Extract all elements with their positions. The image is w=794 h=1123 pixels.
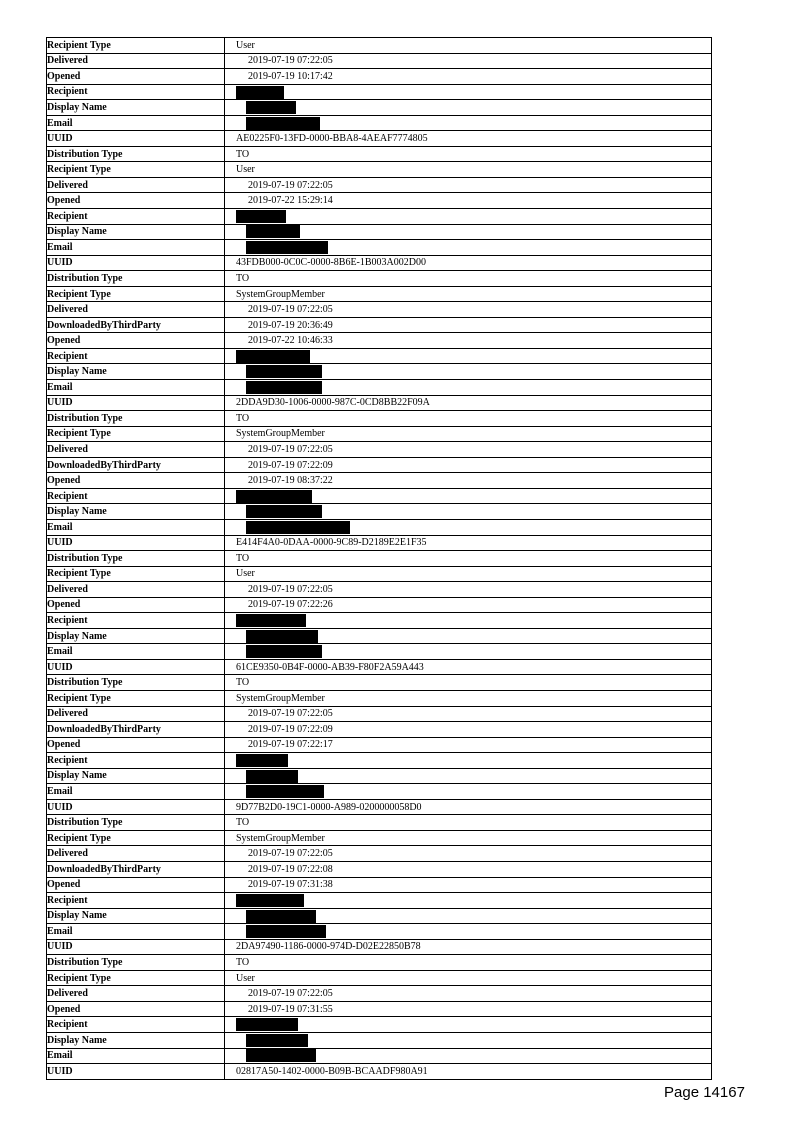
redaction-box <box>246 381 322 394</box>
field-label: Display Name <box>47 908 225 924</box>
field-label: Delivered <box>47 302 225 318</box>
field-value: 2019-07-19 07:22:05 <box>225 706 712 722</box>
redaction-box <box>246 225 300 238</box>
redaction-box <box>246 910 316 923</box>
redacted-value <box>225 628 712 644</box>
redacted-value <box>225 1033 712 1049</box>
table-row <box>47 737 712 753</box>
table-row <box>47 551 712 567</box>
table-row <box>47 193 712 209</box>
table-row <box>47 488 712 504</box>
table-row <box>47 597 712 613</box>
field-value: SystemGroupMember <box>225 690 712 706</box>
field-value: TO <box>225 271 712 287</box>
field-label: Distribution Type <box>47 411 225 427</box>
field-value: AE0225F0-13FD-0000-BBA8-4AEAF7774805 <box>225 131 712 147</box>
field-label: UUID <box>47 1064 225 1080</box>
field-label: Display Name <box>47 100 225 116</box>
field-label: Display Name <box>47 1033 225 1049</box>
table-row <box>47 986 712 1002</box>
field-label: Email <box>47 1048 225 1064</box>
field-label: Recipient <box>47 613 225 629</box>
field-value: User <box>225 38 712 54</box>
field-label: Recipient <box>47 84 225 100</box>
field-label: Opened <box>47 333 225 349</box>
table-row <box>47 644 712 660</box>
field-label: UUID <box>47 131 225 147</box>
field-value: 02817A50-1402-0000-B09B-BCAADF980A91 <box>225 1064 712 1080</box>
table-row <box>47 302 712 318</box>
table-row <box>47 457 712 473</box>
field-label: Display Name <box>47 768 225 784</box>
field-value: 2019-07-19 07:22:05 <box>225 302 712 318</box>
table-row <box>47 317 712 333</box>
redacted-value <box>225 753 712 769</box>
redacted-value <box>225 519 712 535</box>
field-label: Recipient <box>47 348 225 364</box>
redaction-box <box>236 894 304 907</box>
redaction-box <box>246 117 320 130</box>
table-row <box>47 830 712 846</box>
field-label: DownloadedByThirdParty <box>47 861 225 877</box>
table-row <box>47 753 712 769</box>
table-row <box>47 535 712 551</box>
redacted-value <box>225 613 712 629</box>
table-row <box>47 333 712 349</box>
field-value: 61CE9350-0B4F-0000-AB39-F80F2A59A443 <box>225 659 712 675</box>
field-label: Email <box>47 924 225 940</box>
table-row <box>47 131 712 147</box>
table-row <box>47 970 712 986</box>
table-row <box>47 1033 712 1049</box>
redacted-value <box>225 348 712 364</box>
redaction-box <box>246 645 322 658</box>
table-row <box>47 53 712 69</box>
table-row <box>47 613 712 629</box>
table-row <box>47 861 712 877</box>
redaction-box <box>246 630 318 643</box>
table-row <box>47 426 712 442</box>
field-value: 2019-07-19 20:36:49 <box>225 317 712 333</box>
table-row <box>47 255 712 271</box>
field-label: Delivered <box>47 706 225 722</box>
table-row <box>47 690 712 706</box>
redacted-value <box>225 768 712 784</box>
field-label: Recipient Type <box>47 286 225 302</box>
redaction-box <box>246 241 328 254</box>
field-label: Opened <box>47 877 225 893</box>
field-value: 43FDB000-0C0C-0000-8B6E-1B003A002D00 <box>225 255 712 271</box>
field-label: Delivered <box>47 986 225 1002</box>
field-label: Email <box>47 115 225 131</box>
redacted-value <box>225 224 712 240</box>
field-label: Recipient <box>47 893 225 909</box>
field-label: Recipient <box>47 488 225 504</box>
field-label: Delivered <box>47 846 225 862</box>
field-value: 2019-07-19 07:22:05 <box>225 582 712 598</box>
table-row <box>47 38 712 54</box>
field-label: DownloadedByThirdParty <box>47 317 225 333</box>
table-row <box>47 84 712 100</box>
field-value: TO <box>225 815 712 831</box>
field-value: 2019-07-19 08:37:22 <box>225 473 712 489</box>
table-row <box>47 1017 712 1033</box>
table-row <box>47 877 712 893</box>
table-row <box>47 784 712 800</box>
table-row <box>47 659 712 675</box>
table-row <box>47 395 712 411</box>
table-row <box>47 706 712 722</box>
table-row <box>47 240 712 256</box>
redaction-box <box>236 86 284 99</box>
table-row <box>47 566 712 582</box>
field-value: TO <box>225 146 712 162</box>
recipient-log-table <box>46 37 712 1080</box>
table-row <box>47 939 712 955</box>
field-value: 2019-07-22 15:29:14 <box>225 193 712 209</box>
field-value: User <box>225 566 712 582</box>
field-label: Display Name <box>47 504 225 520</box>
field-value: TO <box>225 411 712 427</box>
field-label: UUID <box>47 659 225 675</box>
table-row <box>47 628 712 644</box>
field-label: Delivered <box>47 177 225 193</box>
field-label: Email <box>47 380 225 396</box>
table-row <box>47 100 712 116</box>
field-label: Display Name <box>47 224 225 240</box>
field-value: 2019-07-19 07:22:26 <box>225 597 712 613</box>
redaction-box <box>236 490 312 503</box>
field-value: TO <box>225 675 712 691</box>
redacted-value <box>225 209 712 225</box>
field-label: Recipient <box>47 753 225 769</box>
table-row <box>47 908 712 924</box>
field-label: UUID <box>47 535 225 551</box>
table-row <box>47 224 712 240</box>
field-label: Recipient Type <box>47 566 225 582</box>
field-value: 2DDA9D30-1006-0000-987C-0CD8BB22F09A <box>225 395 712 411</box>
field-label: UUID <box>47 395 225 411</box>
field-label: Opened <box>47 69 225 85</box>
redacted-value <box>225 784 712 800</box>
field-label: Opened <box>47 1001 225 1017</box>
field-label: Distribution Type <box>47 815 225 831</box>
redacted-value <box>225 380 712 396</box>
field-value: 2019-07-22 10:46:33 <box>225 333 712 349</box>
field-label: Display Name <box>47 364 225 380</box>
table-row <box>47 1001 712 1017</box>
field-label: Email <box>47 784 225 800</box>
field-value: 2019-07-19 10:17:42 <box>225 69 712 85</box>
field-value: 2019-07-19 07:22:05 <box>225 986 712 1002</box>
field-label: Distribution Type <box>47 551 225 567</box>
redacted-value <box>225 924 712 940</box>
field-label: DownloadedByThirdParty <box>47 457 225 473</box>
redaction-box <box>236 754 288 767</box>
field-label: Recipient Type <box>47 690 225 706</box>
field-value: 9D77B2D0-19C1-0000-A989-0200000058D0 <box>225 799 712 815</box>
redaction-box <box>246 365 322 378</box>
field-value: 2019-07-19 07:22:05 <box>225 53 712 69</box>
table-row <box>47 799 712 815</box>
field-label: Recipient Type <box>47 162 225 178</box>
recipient-log-body <box>47 38 712 1080</box>
field-value: TO <box>225 955 712 971</box>
table-row <box>47 115 712 131</box>
table-row <box>47 286 712 302</box>
field-label: Delivered <box>47 582 225 598</box>
redacted-value <box>225 1017 712 1033</box>
table-row <box>47 768 712 784</box>
field-value: SystemGroupMember <box>225 426 712 442</box>
field-label: Opened <box>47 473 225 489</box>
redacted-value <box>225 84 712 100</box>
table-row <box>47 442 712 458</box>
field-label: Recipient Type <box>47 830 225 846</box>
redaction-box <box>236 350 310 363</box>
table-row <box>47 209 712 225</box>
field-value: 2019-07-19 07:22:08 <box>225 861 712 877</box>
redacted-value <box>225 115 712 131</box>
redaction-box <box>246 521 350 534</box>
field-label: Recipient Type <box>47 38 225 54</box>
redaction-box <box>246 1034 308 1047</box>
field-label: Delivered <box>47 442 225 458</box>
field-label: Email <box>47 644 225 660</box>
field-value: 2019-07-19 07:31:38 <box>225 877 712 893</box>
table-row <box>47 955 712 971</box>
table-row <box>47 69 712 85</box>
redaction-box <box>246 925 326 938</box>
redacted-value <box>225 240 712 256</box>
field-label: Distribution Type <box>47 675 225 691</box>
table-row <box>47 348 712 364</box>
field-label: Recipient <box>47 209 225 225</box>
field-value: 2019-07-19 07:22:05 <box>225 177 712 193</box>
table-row <box>47 675 712 691</box>
field-value: 2019-07-19 07:22:05 <box>225 442 712 458</box>
field-label: Recipient Type <box>47 970 225 986</box>
field-label: Distribution Type <box>47 146 225 162</box>
redacted-value <box>225 1048 712 1064</box>
redacted-value <box>225 364 712 380</box>
redaction-box <box>246 505 322 518</box>
field-value: TO <box>225 551 712 567</box>
field-label: Recipient <box>47 1017 225 1033</box>
field-label: UUID <box>47 939 225 955</box>
redacted-value <box>225 893 712 909</box>
field-value: E414F4A0-0DAA-0000-9C89-D2189E2E1F35 <box>225 535 712 551</box>
redacted-value <box>225 100 712 116</box>
redacted-value <box>225 488 712 504</box>
field-value: User <box>225 162 712 178</box>
field-label: Opened <box>47 193 225 209</box>
field-value: 2DA97490-1186-0000-974D-D02E22850B78 <box>225 939 712 955</box>
field-label: Distribution Type <box>47 955 225 971</box>
table-row <box>47 146 712 162</box>
redacted-value <box>225 644 712 660</box>
field-label: Opened <box>47 597 225 613</box>
table-row <box>47 271 712 287</box>
field-value: 2019-07-19 07:22:09 <box>225 457 712 473</box>
redaction-box <box>246 101 296 114</box>
redacted-value <box>225 504 712 520</box>
table-row <box>47 815 712 831</box>
redaction-box <box>246 1049 316 1062</box>
redaction-box <box>236 614 306 627</box>
redaction-box <box>236 210 286 223</box>
redaction-box <box>236 1018 298 1031</box>
table-row <box>47 722 712 738</box>
table-row <box>47 473 712 489</box>
field-value: 2019-07-19 07:22:17 <box>225 737 712 753</box>
redaction-box <box>246 785 324 798</box>
table-row <box>47 846 712 862</box>
field-value: 2019-07-19 07:22:09 <box>225 722 712 738</box>
field-label: UUID <box>47 255 225 271</box>
field-value: 2019-07-19 07:22:05 <box>225 846 712 862</box>
table-row <box>47 162 712 178</box>
field-label: Opened <box>47 737 225 753</box>
field-value: SystemGroupMember <box>225 830 712 846</box>
table-row <box>47 380 712 396</box>
field-label: DownloadedByThirdParty <box>47 722 225 738</box>
table-row <box>47 582 712 598</box>
field-value: User <box>225 970 712 986</box>
field-label: UUID <box>47 799 225 815</box>
table-row <box>47 411 712 427</box>
redacted-value <box>225 908 712 924</box>
field-label: Display Name <box>47 628 225 644</box>
field-value: SystemGroupMember <box>225 286 712 302</box>
field-label: Email <box>47 240 225 256</box>
field-label: Recipient Type <box>47 426 225 442</box>
page-number: Page 14167 <box>664 1084 745 1101</box>
table-row <box>47 504 712 520</box>
field-label: Email <box>47 519 225 535</box>
table-row <box>47 364 712 380</box>
field-value: 2019-07-19 07:31:55 <box>225 1001 712 1017</box>
table-row <box>47 519 712 535</box>
table-row <box>47 893 712 909</box>
table-row <box>47 177 712 193</box>
table-row <box>47 1064 712 1080</box>
field-label: Distribution Type <box>47 271 225 287</box>
redaction-box <box>246 770 298 783</box>
table-row <box>47 1048 712 1064</box>
table-row <box>47 924 712 940</box>
field-label: Delivered <box>47 53 225 69</box>
